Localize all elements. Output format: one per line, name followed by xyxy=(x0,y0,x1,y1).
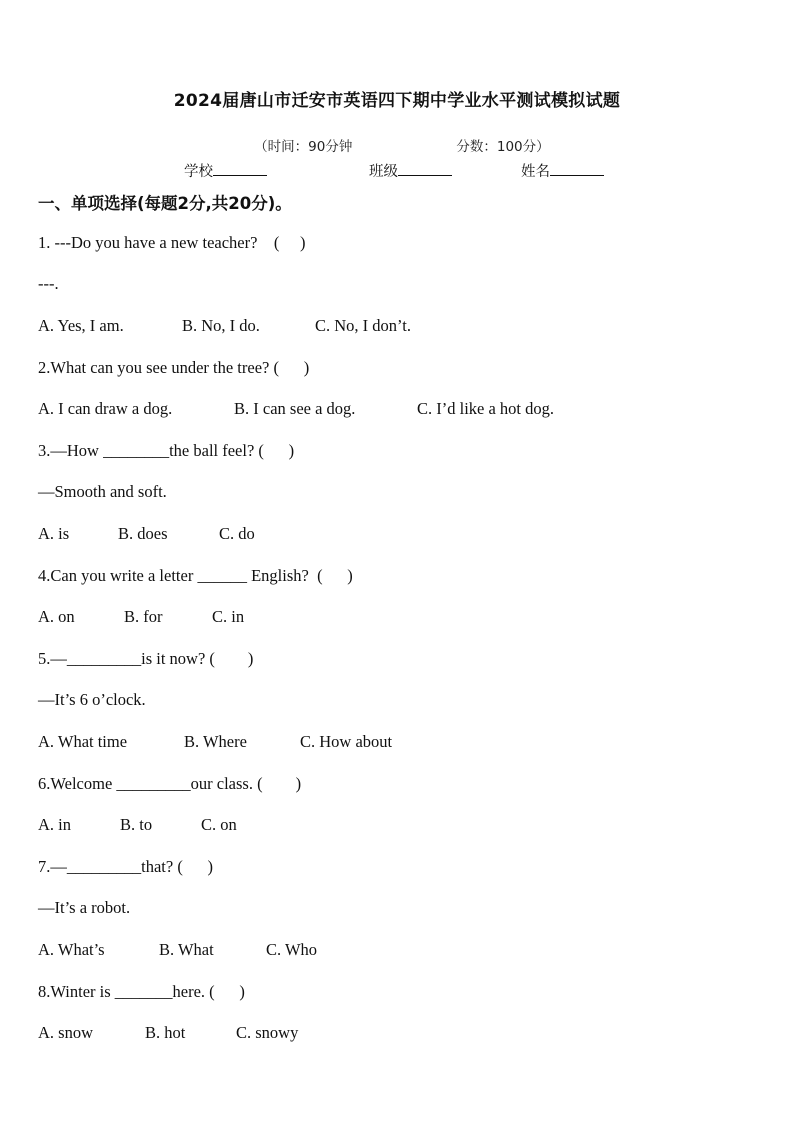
question-1-option-b[interactable]: B. No, I do. xyxy=(182,316,260,335)
question-2-option-b[interactable]: B. I can see a dog. xyxy=(234,399,356,418)
question-7-stem: 7.—_________that? ( ) xyxy=(38,857,214,876)
question-8-option-c[interactable]: C. snowy xyxy=(236,1023,299,1042)
question-2-option-c[interactable]: C. I’d like a hot dog. xyxy=(417,399,555,418)
question-8-option-b[interactable]: B. hot xyxy=(145,1023,186,1042)
question-1-prompt: ---. xyxy=(38,274,59,293)
question-5-stem: 5.—_________is it now? ( ) xyxy=(38,649,254,668)
question-2-option-a[interactable]: A. I can draw a dog. xyxy=(38,399,173,418)
exam-title: 2024届唐山市迁安市英语四下期中学业水平测试模拟试题 xyxy=(173,91,621,111)
question-4-option-b[interactable]: B. for xyxy=(124,607,163,626)
question-5-option-c[interactable]: C. How about xyxy=(300,732,393,751)
class-blank[interactable] xyxy=(398,161,452,176)
question-2-stem: 2.What can you see under the tree? ( ) xyxy=(38,358,310,377)
question-3-option-c[interactable]: C. do xyxy=(219,524,255,543)
school-field[interactable] xyxy=(184,160,267,181)
question-5-option-a[interactable]: A. What time xyxy=(38,732,128,751)
question-3-stem: 3.—How ________the ball feel? ( ) xyxy=(38,441,295,460)
total-score: 分数：100分） xyxy=(456,139,550,155)
school-blank[interactable] xyxy=(213,161,267,176)
question-6-option-b[interactable]: B. to xyxy=(120,815,153,834)
class-label: 班级 xyxy=(369,164,398,180)
question-4-stem: 4.Can you write a letter ______ English? ( ) xyxy=(38,566,353,585)
name-field[interactable] xyxy=(521,160,604,181)
question-1-stem: 1. ---Do you have a new teacher? ( ) xyxy=(38,233,306,252)
question-7-prompt: —It’s a robot. xyxy=(38,898,131,917)
question-7-option-c[interactable]: C. Who xyxy=(266,940,318,959)
question-1-option-a[interactable]: A. Yes, I am. xyxy=(38,316,124,335)
time-limit: （时间：90分钟 xyxy=(254,139,353,155)
question-8-stem: 8.Winter is _______here. ( ) xyxy=(38,982,245,1001)
name-blank[interactable] xyxy=(550,161,604,176)
question-3-option-a[interactable]: A. is xyxy=(38,524,70,543)
question-3-prompt: —Smooth and soft. xyxy=(38,482,167,501)
question-7-option-b[interactable]: B. What xyxy=(159,940,214,959)
question-5-option-b[interactable]: B. Where xyxy=(184,732,247,751)
school-label: 学校 xyxy=(184,164,213,180)
question-6-option-a[interactable]: A. in xyxy=(38,815,71,834)
question-4-option-c[interactable]: C. in xyxy=(212,607,245,626)
name-label: 姓名 xyxy=(521,164,550,180)
question-7-option-a[interactable]: A. What’s xyxy=(38,940,105,959)
question-8-option-a[interactable]: A. snow xyxy=(38,1023,94,1042)
question-6-stem: 6.Welcome _________our class. ( ) xyxy=(38,774,302,793)
section-heading: 一、单项选择(每题2分,共20分)。 xyxy=(38,194,292,213)
question-4-option-a[interactable]: A. on xyxy=(38,607,75,626)
question-6-option-c[interactable]: C. on xyxy=(201,815,237,834)
question-1-option-c[interactable]: C. No, I don’t. xyxy=(315,316,411,335)
class-field[interactable] xyxy=(369,160,452,181)
question-5-prompt: —It’s 6 o’clock. xyxy=(38,690,146,709)
question-3-option-b[interactable]: B. does xyxy=(118,524,168,543)
